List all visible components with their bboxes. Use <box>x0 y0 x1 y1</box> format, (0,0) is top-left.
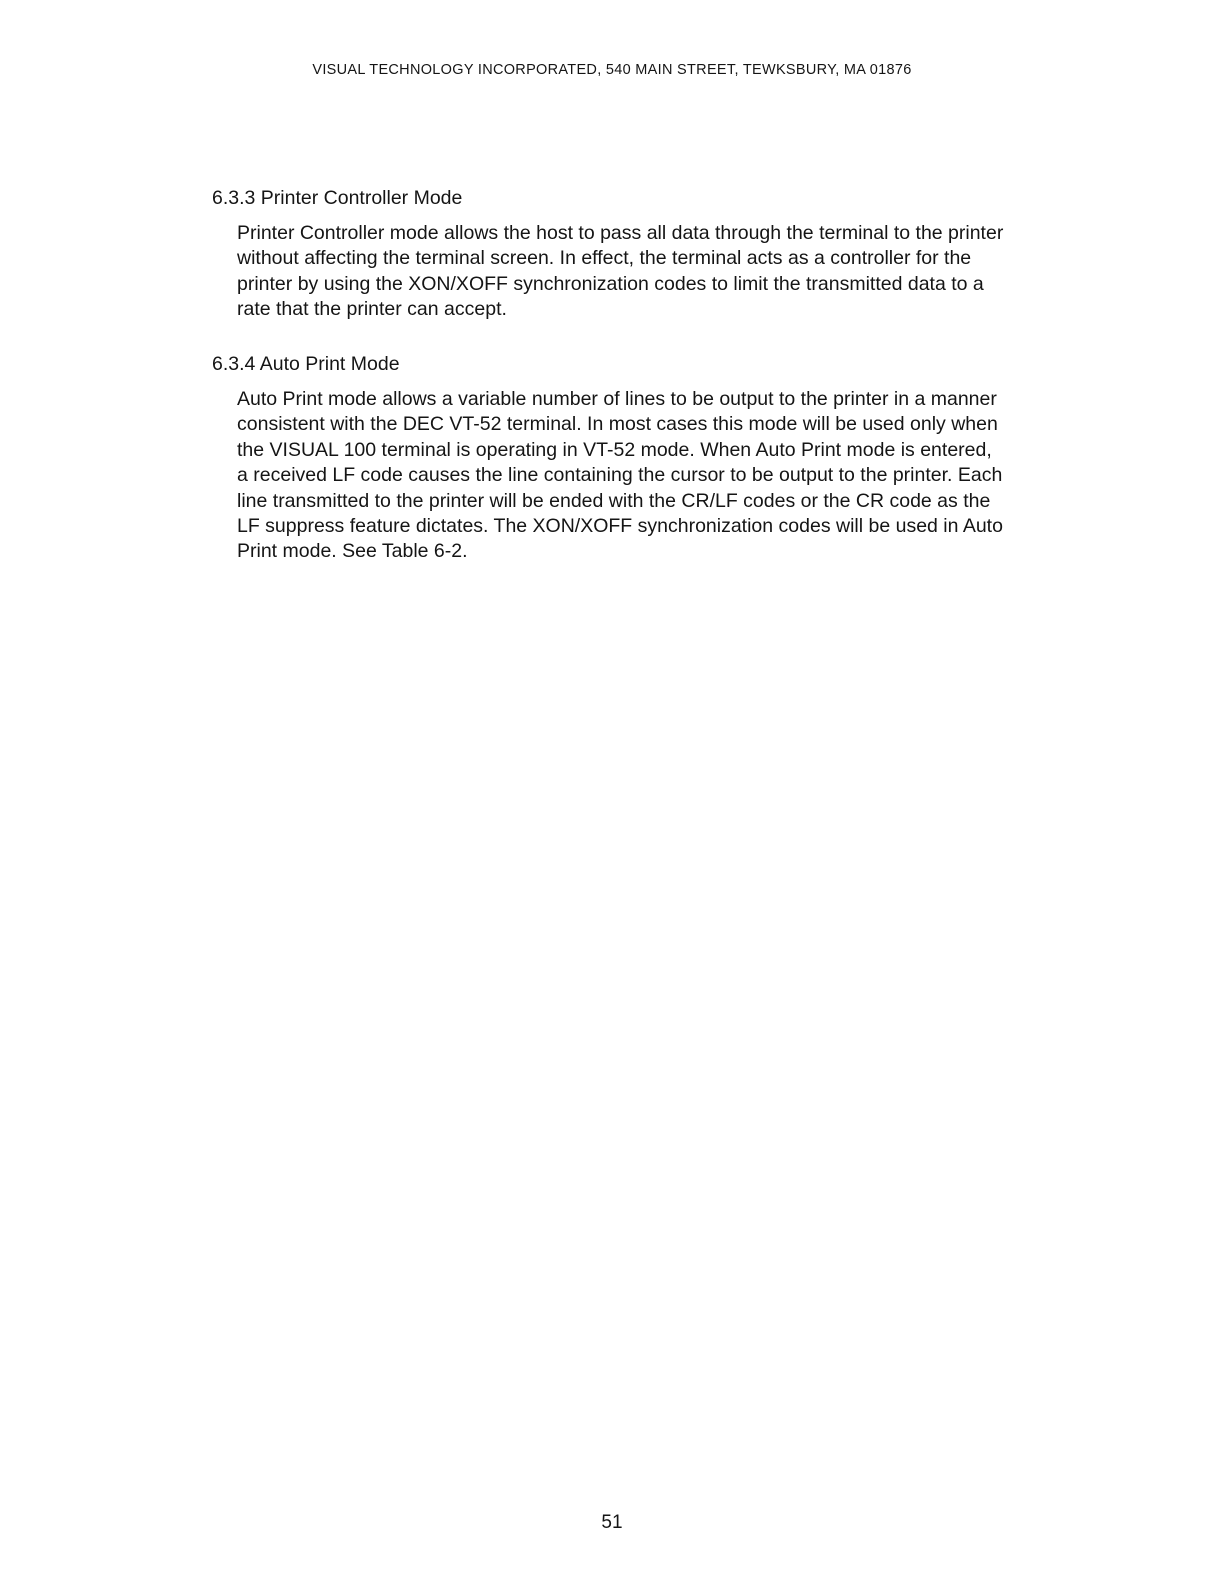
body-line: rate that the printer can accept. <box>237 298 507 321</box>
body-line: printer by using the XON/XOFF synchronization codes to limit the transmitted data to a <box>237 272 984 295</box>
section-heading: 6.3.4 Auto Print Mode <box>212 353 400 375</box>
body-line: without affecting the terminal screen. In effect, the terminal acts as a controller for the <box>237 247 972 270</box>
section-heading: 6.3.3 Printer Controller Mode <box>212 187 463 209</box>
body-line: Printer Controller mode allows the host to pass all data through the terminal to the printer <box>237 222 1004 244</box>
body-line: Print mode. See Table 6-2. <box>237 540 468 563</box>
section-body <box>237 387 1092 565</box>
page-number: 51 <box>601 1512 623 1533</box>
section-body <box>237 221 1092 323</box>
body-line: line transmitted to the printer will be ended with the CR/LF codes or the CR code as the <box>237 489 991 512</box>
body-line: consistent with the DEC VT-52 terminal. In most cases this mode will be used only when <box>237 413 998 436</box>
body-line: a received LF code causes the line containing the cursor to be output to the printer. Each <box>237 464 1003 487</box>
page-header: VISUAL TECHNOLOGY INCORPORATED, 540 MAIN STREET, TEWKSBURY, MA 01876 <box>312 62 912 78</box>
body-line: Auto Print mode allows a variable number of lines to be output to the printer in a manner <box>237 388 997 410</box>
body-line: the VISUAL 100 terminal is operating in VT-52 mode. When Auto Print mode is entered, <box>237 438 992 461</box>
body-line: LF suppress feature dictates. The XON/XOFF synchronization codes will be used in Auto <box>237 515 1003 538</box>
section-printer-controller-mode <box>212 185 1092 323</box>
section-auto-print-mode <box>212 351 1092 565</box>
